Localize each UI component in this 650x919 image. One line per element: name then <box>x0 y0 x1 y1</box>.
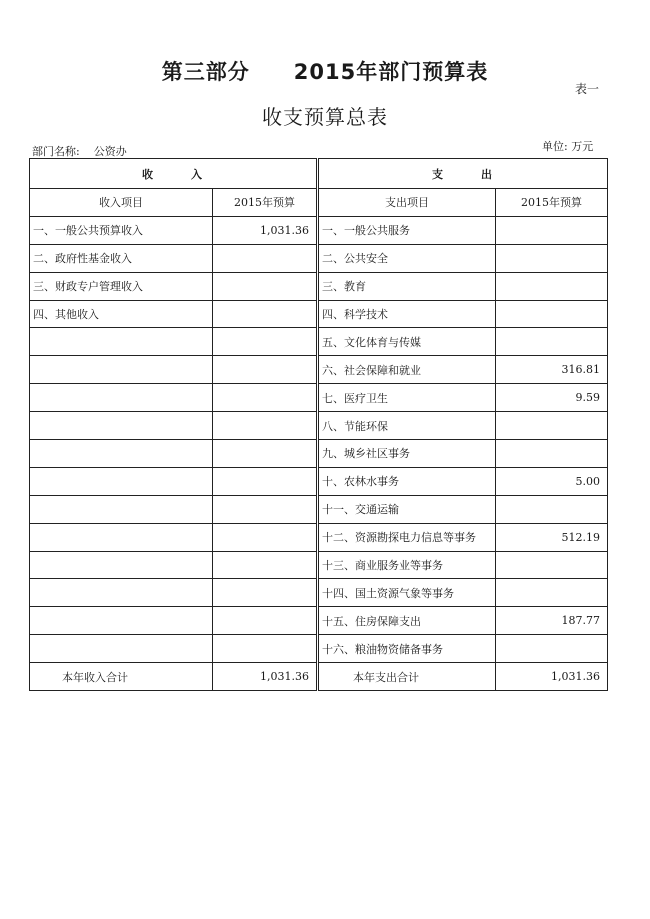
expense-amount-cell <box>496 244 608 272</box>
expense-item-cell: 十三、商业服务业等事务 <box>318 551 496 579</box>
table-row <box>30 467 608 495</box>
col-expense-item: 支出项目 <box>318 189 496 217</box>
expense-amount-cell <box>496 412 608 440</box>
expense-item-cell: 八、节能环保 <box>318 412 496 440</box>
income-section-header: 收 入 <box>30 159 318 189</box>
total-income-label: 本年收入合计 <box>30 663 213 691</box>
department-value: 公资办 <box>93 145 127 158</box>
income-amount-cell <box>213 495 318 523</box>
income-item-cell <box>30 579 213 607</box>
col-expense-budget: 2015年预算 <box>496 189 608 217</box>
income-item-cell <box>30 440 213 468</box>
total-row <box>30 663 608 691</box>
income-item-cell <box>30 412 213 440</box>
expense-amount-cell <box>496 635 608 663</box>
table-subtitle: 收支预算总表 <box>262 105 388 129</box>
expense-item-cell: 四、科学技术 <box>318 300 496 328</box>
expense-item-cell: 十六、粮油物资储备事务 <box>318 635 496 663</box>
income-item-cell: 四、其他收入 <box>30 300 213 328</box>
part-label: 第三部分 <box>161 60 250 84</box>
income-item-cell <box>30 384 213 412</box>
department-label: 部门名称: <box>32 145 80 158</box>
table-row <box>30 328 608 356</box>
income-item-cell <box>30 607 213 635</box>
table-number: 表一 <box>575 82 600 96</box>
income-amount-cell: 1,031.36 <box>213 216 318 244</box>
table-row <box>30 384 608 412</box>
expense-amount-cell <box>496 272 608 300</box>
section-header-row <box>30 159 608 189</box>
income-amount-cell <box>213 300 318 328</box>
table-row <box>30 412 608 440</box>
income-item-cell <box>30 467 213 495</box>
expense-item-cell: 五、文化体育与传媒 <box>318 328 496 356</box>
income-item-cell: 二、政府性基金收入 <box>30 244 213 272</box>
expense-item-cell: 十二、资源勘探电力信息等事务 <box>318 523 496 551</box>
expense-amount-cell: 9.59 <box>496 384 608 412</box>
income-item-cell <box>30 551 213 579</box>
income-amount-cell <box>213 384 318 412</box>
income-amount-cell <box>213 635 318 663</box>
table-row <box>30 216 608 244</box>
expense-item-cell: 六、社会保障和就业 <box>318 356 496 384</box>
income-amount-cell <box>213 523 318 551</box>
expense-amount-cell <box>496 328 608 356</box>
income-item-cell <box>30 356 213 384</box>
table-row <box>30 635 608 663</box>
unit-label: 单位: 万元 <box>542 140 594 153</box>
income-amount-cell <box>213 440 318 468</box>
budget-table <box>29 158 608 691</box>
income-amount-cell <box>213 551 318 579</box>
expense-amount-cell <box>496 216 608 244</box>
expense-item-cell: 十一、交通运输 <box>318 495 496 523</box>
income-amount-cell <box>213 272 318 300</box>
column-header-row <box>30 189 608 217</box>
income-item-cell <box>30 523 213 551</box>
expense-amount-cell: 512.19 <box>496 523 608 551</box>
income-amount-cell <box>213 412 318 440</box>
expense-amount-cell <box>496 579 608 607</box>
total-expense-label: 本年支出合计 <box>318 663 496 691</box>
expense-item-cell: 三、教育 <box>318 272 496 300</box>
income-amount-cell <box>213 328 318 356</box>
table-row <box>30 495 608 523</box>
income-amount-cell <box>213 579 318 607</box>
expense-item-cell: 七、医疗卫生 <box>318 384 496 412</box>
income-amount-cell <box>213 356 318 384</box>
income-item-cell <box>30 328 213 356</box>
table-row <box>30 551 608 579</box>
expense-amount-cell: 316.81 <box>496 356 608 384</box>
income-item-cell <box>30 635 213 663</box>
department-line <box>32 143 127 159</box>
table-row <box>30 356 608 384</box>
expense-item-cell: 二、公共安全 <box>318 244 496 272</box>
expense-amount-cell <box>496 551 608 579</box>
expense-item-cell: 十、农林水事务 <box>318 467 496 495</box>
expense-amount-cell: 5.00 <box>496 467 608 495</box>
income-item-cell: 三、财政专户管理收入 <box>30 272 213 300</box>
income-item-cell <box>30 495 213 523</box>
expense-amount-cell <box>496 440 608 468</box>
table-row <box>30 579 608 607</box>
expense-item-cell: 一、一般公共服务 <box>318 216 496 244</box>
expense-item-cell: 九、城乡社区事务 <box>318 440 496 468</box>
expense-amount-cell <box>496 300 608 328</box>
table-row <box>30 440 608 468</box>
income-amount-cell <box>213 607 318 635</box>
table-row <box>30 607 608 635</box>
expense-item-cell: 十五、住房保障支出 <box>318 607 496 635</box>
income-amount-cell <box>213 244 318 272</box>
col-income-item: 收入项目 <box>30 189 213 217</box>
expense-item-cell: 十四、国土资源气象等事务 <box>318 579 496 607</box>
table-row <box>30 272 608 300</box>
total-expense-amount: 1,031.36 <box>496 663 608 691</box>
income-item-cell: 一、一般公共预算收入 <box>30 216 213 244</box>
expense-amount-cell: 187.77 <box>496 607 608 635</box>
expense-amount-cell <box>496 495 608 523</box>
expense-section-header: 支 出 <box>318 159 608 189</box>
document-title <box>0 56 650 86</box>
col-income-budget: 2015年预算 <box>213 189 318 217</box>
title-label: 2015年部门预算表 <box>293 60 489 84</box>
table-row <box>30 244 608 272</box>
table-row <box>30 523 608 551</box>
income-amount-cell <box>213 467 318 495</box>
total-income-amount: 1,031.36 <box>213 663 318 691</box>
table-row <box>30 300 608 328</box>
